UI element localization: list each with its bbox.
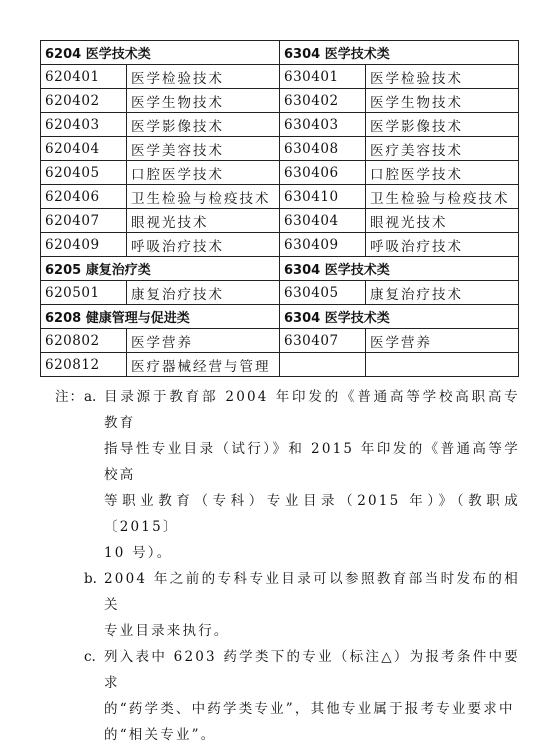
right-code-cell: 630402 [280,89,366,113]
table-row [41,113,519,137]
right-name-cell: 康复治疗技术 [366,281,519,305]
left-code-cell: 620406 [41,185,127,209]
left-name-cell: 眼视光技术 [127,209,280,233]
note-letter: b. [84,571,97,587]
right-code-cell: 630401 [280,65,366,89]
notes-section [40,384,520,748]
note-indent [40,540,104,566]
table-row [41,89,519,113]
section-header-row [41,257,519,281]
right-code-cell: 630403 [280,113,366,137]
right-code-cell: 630409 [280,233,366,257]
left-name-cell: 医疗器械经营与管理 [127,353,280,377]
note-line [40,436,520,488]
right-code-cell: 630405 [280,281,366,305]
note-text: 专业目录来执行。 [104,623,230,639]
left-name-cell: 医学影像技术 [127,113,280,137]
right-name-cell: 医学生物技术 [366,89,519,113]
table-row [41,281,519,305]
left-name-cell: 医学生物技术 [127,89,280,113]
left-code-cell: 620403 [41,113,127,137]
left-name-cell: 卫生检验与检疫技术 [127,185,280,209]
note-text: 等职业教育（专科）专业目录（2015 年）》（教职成〔2015〕 [104,493,520,535]
section-header-left: 6205 康复治疗类 [41,257,280,281]
note-line [40,384,520,436]
note-line [40,722,520,748]
left-code-cell: 620812 [41,353,127,377]
table-row [41,353,519,377]
note-text: 2004 年之前的专科专业目录可以参照教育部当时发布的相关 [104,571,520,613]
right-name-cell: 医学影像技术 [366,113,519,137]
left-code-cell: 620501 [41,281,127,305]
table-row [41,65,519,89]
note-indent [40,488,104,540]
section-header-left: 6204 医学技术类 [41,41,280,65]
left-code-cell: 620802 [41,329,127,353]
left-name-cell: 口腔医学技术 [127,161,280,185]
note-text: 的“药学类、中药学类专业”，其他专业属于报考专业要求中 [104,701,515,717]
section-header-right: 6304 医学技术类 [280,41,519,65]
right-code-cell: 630410 [280,185,366,209]
left-name-cell: 医学美容技术 [127,137,280,161]
left-code-cell: 620407 [41,209,127,233]
right-name-cell: 呼吸治疗技术 [366,233,519,257]
table-row [41,233,519,257]
note-indent [40,618,104,644]
note-lead [40,644,84,696]
right-code-cell: 630408 [280,137,366,161]
right-name-cell: 医学营养 [366,329,519,353]
note-letter: a. [84,389,97,405]
section-header-left: 6208 健康管理与促进类 [41,305,280,329]
table-row [41,209,519,233]
note-text: 10 号）。 [104,545,173,561]
note-indent [40,436,104,488]
note-lead [40,566,84,618]
right-name-cell: 眼视光技术 [366,209,519,233]
note-text: 目录源于教育部 2004 年印发的《普通高等学校高职高专教育 [104,389,520,431]
right-code-cell: 630407 [280,329,366,353]
table-row [41,185,519,209]
note-indent [40,722,104,748]
note-lead: 注： [55,389,84,405]
note-letter: c. [84,649,96,665]
note-line [40,696,520,722]
note-line [40,488,520,540]
left-name-cell: 医学营养 [127,329,280,353]
note-text: 指导性专业目录（试行）》和 2015 年印发的《普通高等学校高 [104,441,520,483]
section-header-row [41,41,519,65]
right-name-cell: 卫生检验与检疫技术 [366,185,519,209]
left-code-cell: 620402 [41,89,127,113]
note-text: 列入表中 6203 药学类下的专业（标注△）为报考条件中要求 [104,649,520,691]
right-code-cell: 630406 [280,161,366,185]
right-name-cell: 口腔医学技术 [366,161,519,185]
section-header-right: 6304 医学技术类 [280,305,519,329]
right-code-cell: 630404 [280,209,366,233]
major-mapping-table [40,40,519,377]
left-name-cell: 康复治疗技术 [127,281,280,305]
left-code-cell: 620401 [41,65,127,89]
left-name-cell: 呼吸治疗技术 [127,233,280,257]
right-code-cell [280,353,366,377]
section-header-row [41,305,519,329]
note-text: 的“相关专业”。 [104,727,217,743]
note-line [40,540,520,566]
left-code-cell: 620404 [41,137,127,161]
note-indent [40,696,104,722]
left-code-cell: 620405 [41,161,127,185]
note-line [40,644,520,696]
table-row [41,329,519,353]
right-name-cell [366,353,519,377]
section-header-right: 6304 医学技术类 [280,257,519,281]
table-row [41,137,519,161]
table-row [41,161,519,185]
note-line [40,566,520,618]
right-name-cell: 医疗美容技术 [366,137,519,161]
left-name-cell: 医学检验技术 [127,65,280,89]
left-code-cell: 620409 [41,233,127,257]
right-name-cell: 医学检验技术 [366,65,519,89]
note-line [40,618,520,644]
